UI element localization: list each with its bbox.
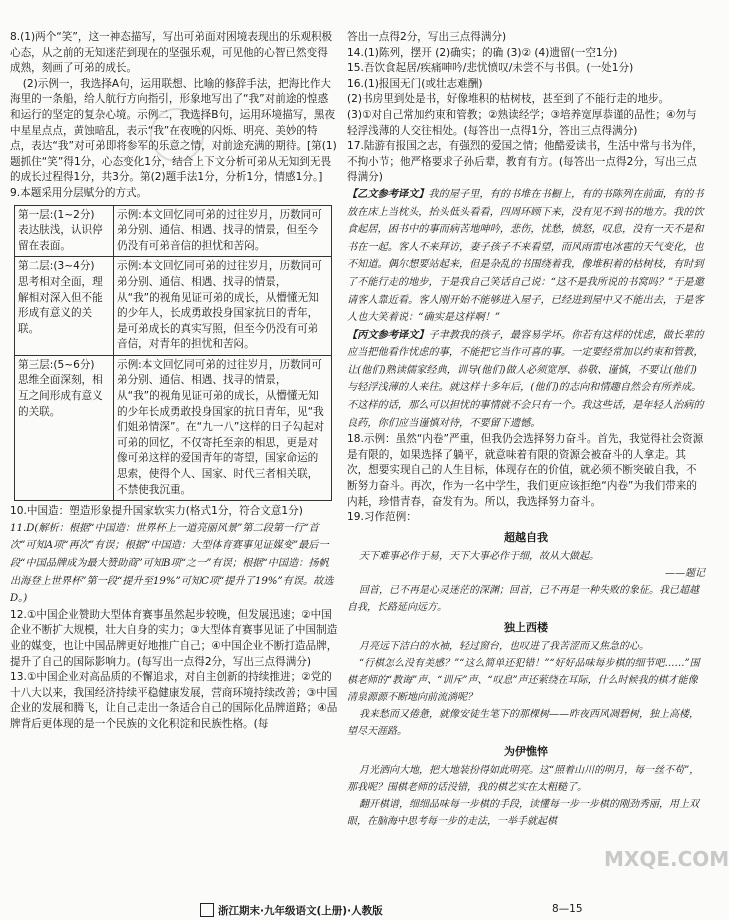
essay2-paragraph: 我来愁而又倦惫，就像安徒生笔下的那棵树——昨夜西风凋碧树，独上高楼，望尽天涯路。 — [347, 708, 699, 737]
q10: 10.中国造：塑造形象提升国家软实力(格式1分，符合文意1分) — [10, 505, 303, 518]
essay3-title: 为伊憔悴 — [504, 744, 548, 758]
table-cell-level — [15, 257, 114, 356]
essay1-epigraph: 天下难事必作于易，天下大事必作于细，故从大做起。 — [359, 550, 599, 562]
table-cell-example: 示例:本文回忆同可弟的过往岁月，历数同可弟分别、通信、相遇、找寻的情景，但至今仍没有可弟音信的担忧和苦闷。 — [114, 205, 332, 257]
essay2-title: 独上西楼 — [504, 620, 548, 634]
essay2-paragraph: “行棋怎么没有美感？”“这么简单还犯错！”“好好品味每步棋的细节吧……”围棋老师的“教诲”声、“训斥”声、“叹息”声还萦绕在耳际，什么时候我的棋才能像清泉源源不断地向前流淌呢？ — [347, 657, 700, 703]
q16-part3: (3)①对自己常加约束和管教；②熟读经学；③培养宽厚恭谨的品性；④勿与轻浮浅薄的人交往相处。(每答出一点得1分，答出三点得满分) — [347, 108, 697, 137]
q16-part2: (2)书房里到处是书，好像堆积的枯树枝，甚至到了不能行走的地步。 — [347, 93, 670, 106]
q9-intro: 9.本题采用分层赋分的方式。 — [10, 186, 148, 199]
essay1-paragraph: 回首，已不再是心灵迷茫的深渊；回首，已不再是一种失败的象征。我已超越自我，长路延向远方。 — [347, 584, 699, 613]
translation-bing — [347, 327, 705, 433]
page-footer — [0, 903, 712, 919]
q19: 19.习作范例： — [347, 511, 417, 524]
q16-part1: 16.(1)报国无门(或壮志难酬) — [347, 77, 483, 90]
translation-yi-text: 我的屋子里，有的书堆在书橱上，有的书陈列在前面，有的书放在床上当枕头，抬头低头看看，四周环顾下来，没有见不到书的地方。我的饮食起居，困书中的事而病苦地呻吟，悲伤，忧愁，愤怒，叹息，没有一天不是和书在一起。客人不来拜访，妻子孩子不来看望，而风雨雷电冰雹的天气变化，也不知道。偶尔想要站起来，但是杂乱的书围绕着我，像堆积着的枯树枝，有时到了不能行走的地步，于是我自己笑话自己说：“这不是我所说的书窝吗？”于是邀请客人靠近看。客人刚开始不能够进入屋子，已经进到屋中又不能出去，于是客人也大笑着说：“确实是这样啊！” — [347, 188, 704, 324]
translation-bing-text: 子聿教我的孩子，最容易学坏。你若有这样的忧虑，做长辈的应当把他看作忧虑的事，不能把它当作可喜的事。一定要经常加以约束和管教，让(他们)熟读儒家经典，训导(他们)做人必须宽厚、恭敬、谨慎，不要让(他们)与轻浮浅薄的人来往。就这样十多年后，(他们)的志向和情趣自然会有所养成。不这样的话，那么可以担忧的事情就不会只有一个。我这些话，是年轻人治病的良药，你们应当谨慎对待，不要留下遗憾。 — [347, 329, 704, 429]
footer-box-icon — [200, 903, 214, 917]
q12: 12.①中国企业赞助大型体育赛事虽然起步较晚，但发展迅速；②中国企业不断扩大规模，壮大自身的实力；③大型体育赛事见证了中国制造业的媒变，也让中国品牌更好地推广自己；④中国企业不断打造品牌，提升了自己的国际影响力。(每写出一点得2分，写出三点得满分) — [10, 608, 338, 668]
essay3-paragraph: 翻开棋谱，细细品味每一步棋的手段，读懂每一步一步棋的刚劲秀丽，用上双眼，在脑海中思考每一步的走法，一举手就起棋 — [347, 798, 699, 827]
level-label: 第一层:(1~2分) — [18, 208, 95, 221]
q13: 13.①中国企业对高品质的不懈追求，对自主创新的持续推进；②党的十八大以来，我国经济持续平稳健康发展，营商环境持续改善；③中国企业的发展和腾飞，让自己走出一条适合自己的国际化品牌道路；④品牌背后更体现的是一个民族的文化积淀和民族性格。(每 — [10, 671, 338, 730]
q17: 17.陆游有报国之志，有强烈的爱国之情；他酷爱读书，生活中常与书为伴，不拘小节；他严格要求子孙后辈，教育有方。(每答出一点得2分，写出三点得满分) — [347, 140, 703, 184]
q11: 11.D(解析：根据“中国造：世界杯上一道亮丽风景”第二段第一行“首次”可知A项“再次”有误；根据“中国造：大型体育赛事见证媒变”最后一段“中国品牌成为最大赞助商”可知B项“之一”有误；根据“中国造：扬帆出海登上世界杯”第一段“提升至19%”可知C项“提升了19%”有误。故选D。) — [10, 522, 334, 605]
essay1-title: 超越自我 — [504, 530, 548, 544]
translation-bing-label: 【丙文参考译文】 — [347, 328, 429, 341]
table-cell-level — [15, 355, 114, 500]
essay3-paragraph: 月光洒向大地，把大地装扮得如此明亮。这“照着山川的明月，每一丝不苟”，那我呢？围棋老师的话没错，我的棋艺实在太粗糙了。 — [347, 764, 700, 793]
left-column — [10, 30, 338, 733]
page-number: 8—15 — [552, 903, 583, 915]
right-column — [347, 30, 705, 830]
essay1-epigraph-source: ——题记 — [665, 567, 705, 579]
essay2-paragraph: 月亮远下洁白的水袖，轻过窗台，也叹进了我苦涩而又焦急的心。 — [359, 640, 649, 652]
table-row — [15, 355, 332, 500]
translation-yi-label: 【乙文参考译文】 — [347, 187, 429, 200]
q8-part1: 8.(1)两个“笑”，这一神态描写，写出可弟面对困境表现出的乐观积极心态，从之前的无知迷茫到现在的坚强乐观，可见他的心智已然变得成熟，刻画了可弟的成长。 — [10, 31, 333, 75]
level-label: 第三层:(5~6分) — [18, 358, 95, 371]
footer-title: 浙江期末·九年级语文(上册)·人教版 — [218, 905, 383, 917]
level-desc: 思考相对全面，理解相对深入但不能形成有意义的关联。 — [18, 275, 103, 335]
q15: 15.吾饮食起居/疾痛呻吟/悲忧愤叹/未尝不与书俱。(一处1分) — [347, 62, 634, 75]
table-cell-example: 示例:本文回忆同可弟的过往岁月，历数同可弟分别、通信、相遇、找寻的情景，从“我”的视角见证可弟的成长，从懵懂无知的少年长成勇敢投身国家的抗日青年，见“我们姐弟情深”。在“九一八”这样的日子勾起对可弟的回忆，不仅寄托至亲的相思，更是对像可弟这样的爱国青年的寄望，国家命运的思索，使得个人、国家、时代三者相关联，不禁使我沉重。 — [114, 355, 332, 500]
translation-yi — [347, 186, 705, 327]
q8-part2: (2)示例一，我选择A句，运用联想、比喻的修辞手法，把海比作大海里的一条船，给人航行方向指引，形象地写出了“我”对前途的惶惑和运行的坚定的复杂心境。示例二，我选择B句，运用环境描写，黑夜中星星点点，黄蚀暗乱，表示“我”在夜晚的闪烁、明亮、美妙的特点，表达“我”对可弟即将参军的乐意之情，对前途充满的期待。[第(1)题抓住“笑”得1分，心态变化1分，结合上下文分析可弟从无知到无畏的成长过程得1分，共3分。第(2)题手法1分，分析1分，情感1分。] — [10, 77, 337, 184]
essay-samples — [347, 529, 705, 830]
q18: 18.示例：虽然“内卷”严重，但我仍会选择努力奋斗。首先，我觉得社会资源是有限的，如果选择了躺平，就意味着有限的资源会被奋斗的人拿走。其次，想要实现自己的人生目标，体现存在的价值，就必须不断突破自我，不断努力奋斗。再次，作为一名中学生，我们更应该拒绝“内卷”为我们带来的内耗，珍惜青春，奋发有为。所以，我选择努力奋斗。 — [347, 433, 704, 508]
level-desc: 表达肤浅，认识停留在表面。 — [18, 224, 103, 252]
scoring-table — [14, 205, 332, 502]
level-desc: 思维全面深刻，相互之间形成有意义的关联。 — [18, 374, 103, 418]
table-row — [15, 205, 332, 257]
table-cell-level — [15, 205, 114, 257]
watermark-logo: MXQE.COM — [604, 847, 729, 871]
q13-end: 答出一点得2分，写出三点得满分) — [347, 31, 507, 43]
table-row — [15, 257, 332, 356]
q14: 14.(1)陈列，摆开 (2)确实；的确 (3)② (4)遗留(一空1分) — [347, 46, 618, 59]
level-label: 第二层:(3~4分) — [18, 260, 95, 273]
table-cell-example: 示例:本文回忆同可弟的过往岁月，历数同可弟分别、通信、相遇、找寻的情景，从“我”的视角见证可弟的成长，从懵懂无知的少年人，长成勇敢投身国家抗日的青年，是可弟成长的真实写照，但至今仍没有可弟音信，对青年的担忧和苦闷。 — [114, 257, 332, 356]
